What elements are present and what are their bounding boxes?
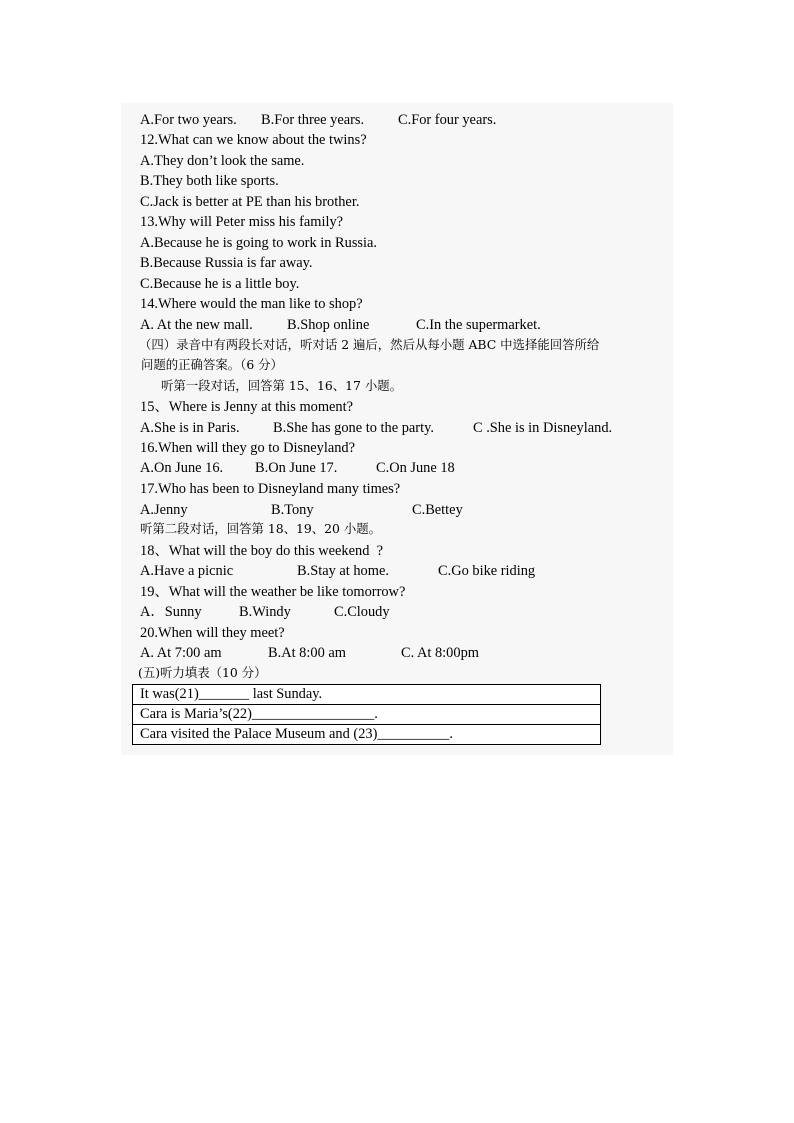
q11-option-a: A.For two years. bbox=[140, 112, 237, 128]
q20-question: 20.When will they meet? bbox=[140, 625, 285, 641]
table-row bbox=[133, 685, 601, 705]
q11-option-c: C.For four years. bbox=[398, 112, 497, 128]
q13-option-b: B.Because Russia is far away. bbox=[140, 255, 313, 271]
q12-question: 12.What can we know about the twins? bbox=[140, 132, 367, 148]
exam-page bbox=[121, 103, 673, 755]
q12-option-a: A.They don’t look the same. bbox=[140, 153, 305, 169]
q17-option-c: C.Bettey bbox=[412, 502, 463, 518]
q16-option-b: B.On June 17. bbox=[255, 460, 338, 476]
dialog2-note: 听第二段对话，回答第 18、19、20 小题。 bbox=[140, 521, 382, 536]
q15-option-b: B.She has gone to the party. bbox=[273, 420, 434, 436]
q14-option-c: C.In the supermarket. bbox=[416, 317, 541, 333]
table-row bbox=[133, 725, 601, 745]
q19-option-a: A．Sunny bbox=[140, 604, 202, 620]
q12-option-c: C.Jack is better at PE than his brother. bbox=[140, 194, 360, 210]
table-cell-23: Cara visited the Palace Museum and (23)__________. bbox=[133, 725, 601, 745]
q18-option-b: B.Stay at home. bbox=[297, 563, 389, 579]
q16-option-c: C.On June 18 bbox=[376, 460, 455, 476]
q13-option-a: A.Because he is going to work in Russia. bbox=[140, 235, 378, 251]
dialog1-note: 听第一段对话，回答第 15、16、17 小题。 bbox=[161, 378, 403, 393]
q19-option-b: B.Windy bbox=[239, 604, 291, 620]
q18-option-c: C.Go bike riding bbox=[438, 563, 536, 579]
q20-option-c: C. At 8:00pm bbox=[401, 645, 479, 661]
q17-option-b: B.Tony bbox=[271, 502, 314, 518]
table-cell-21: It was(21)_______ last Sunday. bbox=[133, 685, 601, 705]
q20-option-b: B.At 8:00 am bbox=[268, 645, 346, 661]
table-row bbox=[133, 705, 601, 725]
q13-question: 13.Why will Peter miss his family? bbox=[140, 214, 344, 230]
q16-question: 16.When will they go to Disneyland? bbox=[140, 440, 356, 456]
section4-instruction-line1: （四）录音中有两段长对话，听对话 2 遍后，然后从每小题 ABC 中选择能回答所给 bbox=[139, 337, 600, 352]
q19-question: 19、What will the weather be like tomorrow? bbox=[140, 584, 406, 600]
q16-option-a: A.On June 16. bbox=[140, 460, 224, 476]
q15-option-a: A.She is in Paris. bbox=[140, 420, 240, 436]
section4-instruction-line2: 问题的正确答案。（6 分） bbox=[141, 357, 283, 372]
q12-option-b: B.They both like sports. bbox=[140, 173, 279, 189]
q18-question: 18、What will the boy do this weekend ? bbox=[140, 543, 383, 559]
q15-option-c: C .She is in Disneyland. bbox=[473, 420, 613, 436]
q19-option-c: C.Cloudy bbox=[334, 604, 390, 620]
q20-option-a: A. At 7:00 am bbox=[140, 645, 222, 661]
q14-option-b: B.Shop online bbox=[287, 317, 370, 333]
q13-option-c: C.Because he is a little boy. bbox=[140, 276, 300, 292]
table-cell-22: Cara is Maria’s(22)_________________. bbox=[133, 705, 601, 725]
q14-option-a: A. At the new mall. bbox=[140, 317, 253, 333]
q17-option-a: A.Jenny bbox=[140, 502, 188, 518]
q11-option-b: B.For three years. bbox=[261, 112, 365, 128]
section5-heading: (五)听力填表（10 分） bbox=[138, 665, 267, 680]
q14-question: 14.Where would the man like to shop? bbox=[140, 296, 363, 312]
fill-in-table bbox=[132, 684, 601, 745]
q15-question: 15、Where is Jenny at this moment? bbox=[140, 399, 354, 415]
q18-option-a: A.Have a picnic bbox=[140, 563, 234, 579]
q17-question: 17.Who has been to Disneyland many times? bbox=[140, 481, 401, 497]
